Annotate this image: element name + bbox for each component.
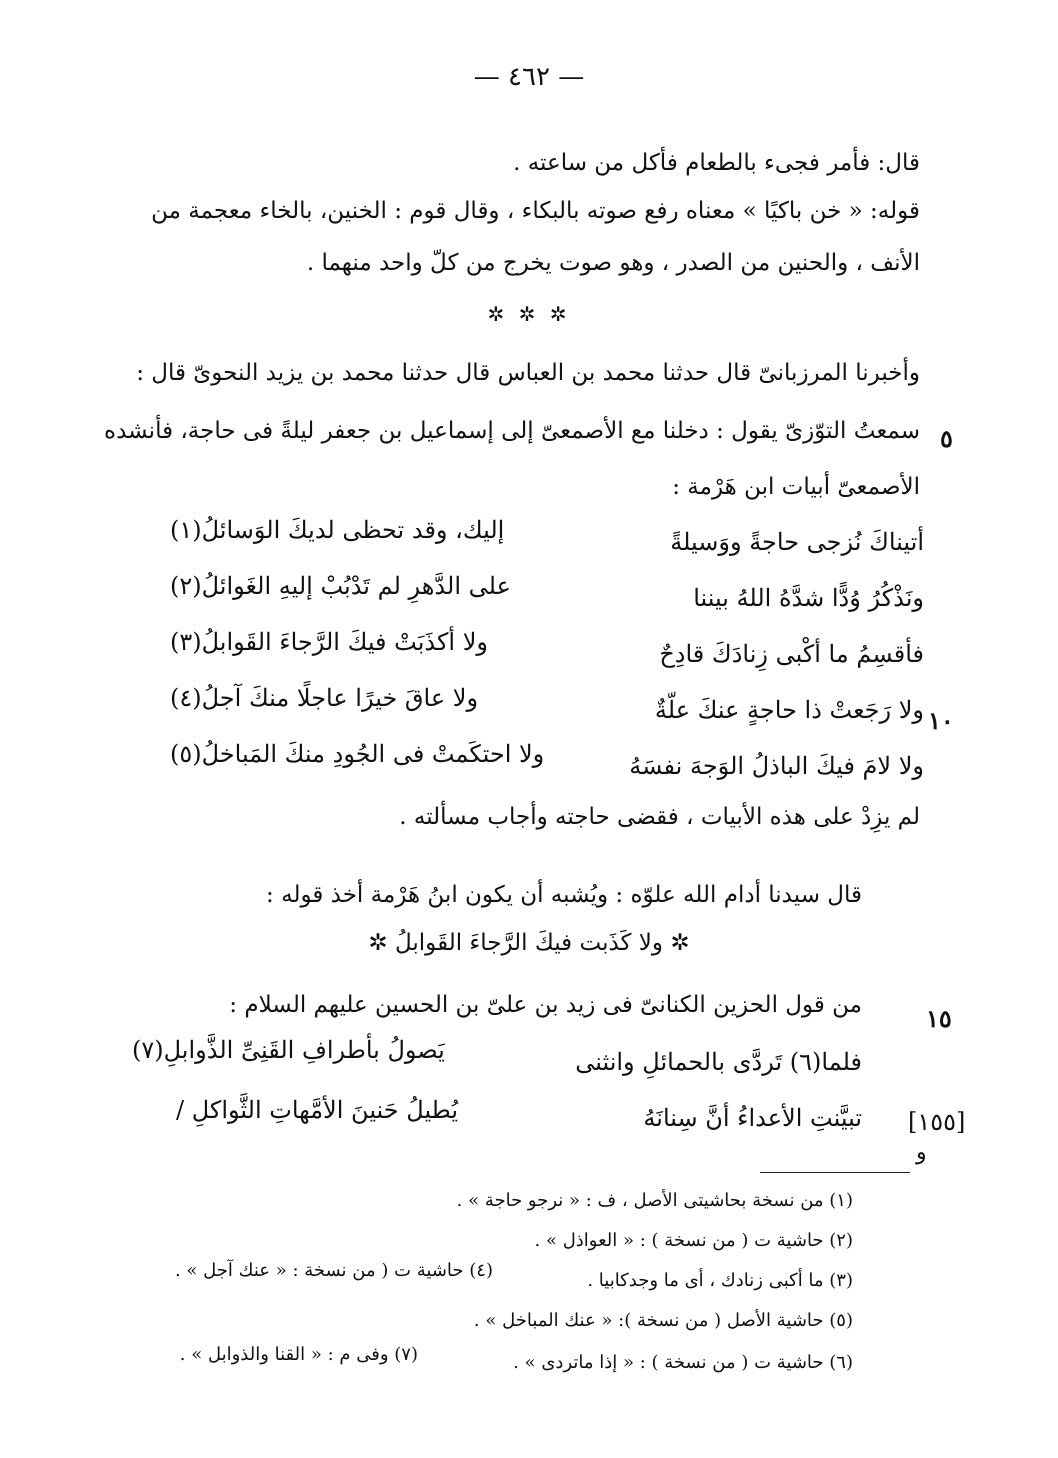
verse-2-left: على الدَّهرِ لم تَدْبُبْ إليهِ الغَوائلُ(٢)	[170, 572, 511, 600]
footnote-3: (٣) ما أكبى زنادك ، أى ما وجدكابيا .	[587, 1270, 853, 1291]
verse-3-right: فأقسِمُ ما أكْبى زِنادَكَ قادِحٌ	[659, 640, 924, 668]
paragraph-line-4: وأخبرنا المرزبانىّ قال حدثنا محمد بن العباس قال حدثنا محمد بن يزيد النحوىّ قال :	[136, 360, 920, 386]
verse-4-right: ولا رَجَعتْ ذا حاجةٍ عنكَ علّةٌ	[654, 696, 924, 724]
remark-line: قال سيدنا أدام الله علوّه : ويُشبه أن يكون ابنُ هَرْمة أخذ قوله :	[266, 882, 862, 908]
footnote-separator-line	[760, 1172, 910, 1173]
footnote-4: (٤) حاشية ت ( من نسخة : « عنك آجل » .	[174, 1260, 493, 1281]
footnote-6: (٦) حاشية ت ( من نسخة ) : « إذا ماتردى » .	[513, 1352, 853, 1373]
verse-2-right: ونَذْكُرُ وُدًّا شدَّهُ اللهُ بيننا	[693, 584, 924, 612]
after-verses-line: لم يزِدْ على هذه الأبيات ، فقضى حاجته وأجاب مسألته .	[399, 804, 920, 830]
footnote-5: (٥) حاشية الأصل ( من نسخة ): « عنك المباخل » .	[473, 1310, 853, 1331]
verse-5-left: ولا احتكَمتْ فى الجُودِ منكَ المَباخلُ(٥)	[170, 740, 545, 768]
section-separator-stars: ✲ ✲ ✲	[487, 302, 571, 326]
second-intro-line: من قول الحزين الكنانىّ فى زيد بن علىّ بن الحسين عليهم السلام :	[229, 992, 862, 1018]
paragraph-line-6: الأصمعىّ أبيات ابن هَرْمة :	[672, 474, 920, 500]
verse2-2-left: يُطيلُ حَنينَ الأمَّهاتِ الثَّواكلِ /	[176, 1096, 459, 1124]
verse-5-right: ولا لامَ فيكَ الباذلُ الوَجهَ نفسَهُ	[629, 752, 924, 780]
footnote-1: (١) من نسخة بحاشيتى الأصل ، ف : « نرجو حاجة » .	[456, 1190, 853, 1211]
footnote-2: (٢) حاشية ت ( من نسخة ) : « العواذل » .	[534, 1230, 853, 1251]
line-number-10: ١٠	[928, 706, 954, 735]
paragraph-line-5: سمعتُ التوّزىّ يقول : دخلنا مع الأصمعىّ إلى إسماعيل بن جعفر ليلةً فى حاجة، فأنشده	[104, 418, 920, 444]
verse-4-left: ولا عاقَ خيرًا عاجلًا منكَ آجلُ(٤)	[170, 684, 479, 712]
page-number: — ٤٦٢ —	[473, 62, 585, 92]
quoted-hemistich: ✲ ولا كَذَبت فيكَ الرَّجاءَ القَوابلُ ✲	[368, 930, 690, 956]
line-number-15: ١٥	[926, 1004, 952, 1033]
verse2-1-right: فلما(٦) تَردَّى بالحمائلِ وانثنى	[575, 1048, 862, 1076]
footnote-7: (٧) وفى م : « القنا والذوابل » .	[179, 1344, 418, 1365]
verse2-2-right: تبيَّنتِ الأعداءُ أنَّ سِنانَهُ	[643, 1104, 862, 1132]
folio-marker: [١٥٥]	[908, 1108, 966, 1136]
verse2-1-left: يَصولُ بأطرافِ القَنِىِّ الذَّوابلِ(٧)	[132, 1036, 445, 1064]
paragraph-line-2: قوله: « خن باكيًا » معناه رفع صوته بالبكاء ، وقال قوم : الخنين، بالخاء معجمة من	[151, 198, 920, 224]
line-number-5: ٥	[940, 424, 953, 453]
verse-1-left: إليك، وقد تحظى لديكَ الوَسائلُ(١)	[170, 516, 505, 544]
verse-3-left: ولا أكذَبَتْ فيكَ الرَّجاءَ القَوابلُ(٣)	[170, 628, 488, 656]
paragraph-line-3: الأنف ، والحنين من الصدر ، وهو صوت يخرج من كلّ واحد منهما .	[306, 250, 920, 276]
paragraph-line-1: قال: فأمر فجىء بالطعام فأكل من ساعته .	[513, 150, 920, 176]
folio-side: و	[916, 1140, 927, 1165]
verse-1-right: أتيناكَ نُزجى حاجةً ووَسيلةً	[670, 528, 924, 556]
